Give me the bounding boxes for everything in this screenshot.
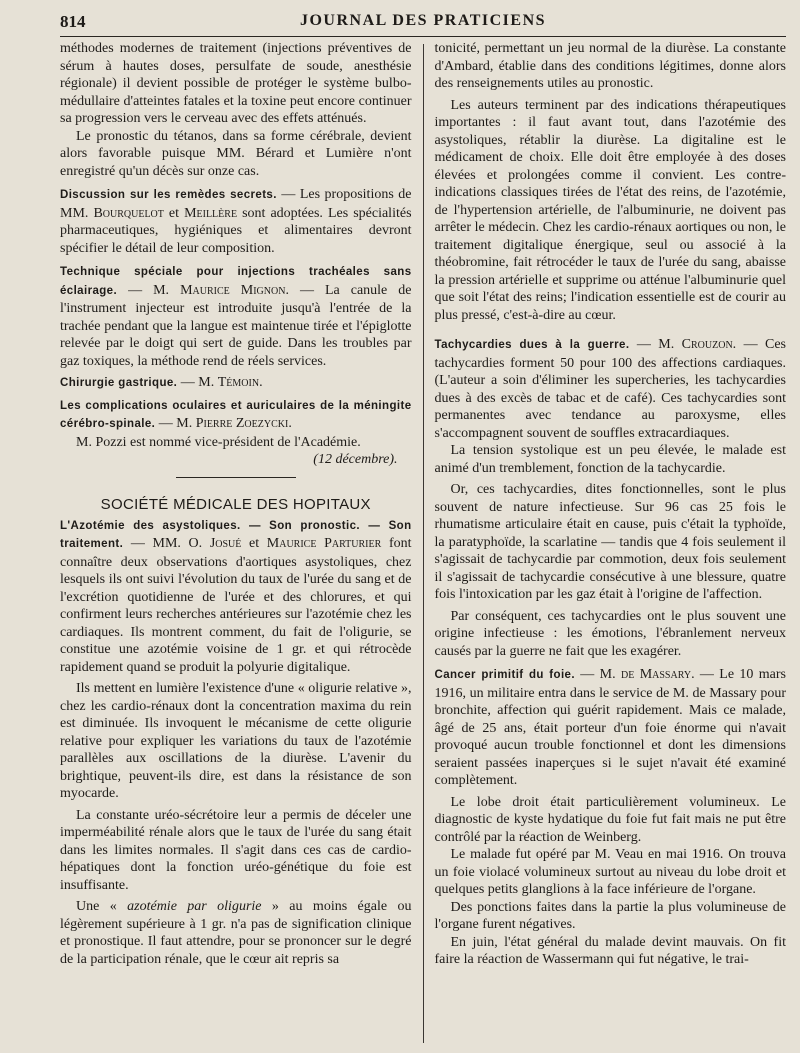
author-mignon: Maurice Mignon bbox=[180, 282, 286, 298]
tachycardies-title: Tachycardies dues à la guerre. bbox=[434, 339, 630, 351]
paragraph-tonicite: tonicité, permettant un jeu normal de la diurèse. La constante d'Ambard, établie dans des conditions légitimes, donne alors des renseignements utiles au pronostic. bbox=[434, 41, 786, 91]
cancer-title: Cancer primitif du foie. bbox=[434, 669, 575, 681]
session-date: (12 décembre). bbox=[313, 452, 398, 467]
paragraph-ponctions: Des ponctions faites dans la partie la plus volumineuse de l'organe furent négatives. bbox=[434, 899, 786, 932]
page-number: 814 bbox=[60, 12, 86, 31]
discussion-title: Discussion sur les remèdes secrets. bbox=[60, 189, 277, 201]
paragraph-opere: Le malade fut opéré par M. Veau en mai 1916. On trouva un foie violacé volumineux surtout au niveau du lobe droit et quelques petits glanglions à la face inférieure de l'organe. bbox=[434, 847, 786, 897]
section-technique: Technique spéciale pour injections trachéales sans éclairage. — M. Maurice Mignon. — La canule de l'instrument injecteur est introduite jusqu'à l'entrée de la trachée pendant que la langue est maintenue tirée et l'épiglotte relevée par le doigt qui sert de guide. Dans les troubles par gaz toxiques, la méthode rend de réels services. bbox=[60, 266, 412, 369]
column-divider bbox=[423, 44, 424, 1043]
paragraph-juin: En juin, l'état général du malade devint mauvais. On fit faire la réaction de Wassermann qui fut négative, le trai- bbox=[434, 934, 786, 967]
paragraph-or: Or, ces tachycardies, dites fonctionnelles, sont le plus souvent de nature infectieuse. Sur 96 cas 25 fois le rhumatisme articulaire était en cause, puis c'était la typhoïde, la paratyphoïde, la scarlatine — tandis que 4 fois seulement il s'agissait de tachycardie par commotion, deux fois seulement il s'agissait de tachycardie consécutive à une blessure, quatre fois l'intoxication par les gaz était à l'origine de l'affection. bbox=[434, 482, 786, 602]
paragraph-consequent: Par conséquent, ces tachycardies ont le plus souvent une origine infectieuse : les émotions, l'ébranlement nerveux causés par la guerre ne fait que les exagérer. bbox=[434, 608, 786, 659]
author-parturier: Maurice Parturier bbox=[266, 536, 382, 551]
technique-title: Technique spéciale pour injections trachéales sans éclairage. bbox=[60, 266, 412, 297]
paragraph-oligurie: Ils mettent en lumière l'existence d'une « oligurie relative », chez les cardio-rénaux dont la concentration maxima du rein est diminuée. Ils invoquent le mécanisme de cette oligurie relative pour expliquer les variations du taux de l'azotémie parallèles aux oscillations de la diurèse. L'avenir du brightique, peuvent-ils dire, est dans la résistance de son myocarde. bbox=[60, 681, 412, 801]
text-columns bbox=[60, 40, 786, 1049]
section-discussion: Discussion sur les remèdes secrets. — Les propositions de MM. Bourquelot et Meillère sont adoptées. Les spécialités pharmaceutiques, hygiéniques et alimentaires devront spécifier le détail de leur composition. bbox=[60, 187, 412, 256]
section-cancer: Cancer primitif du foie. — M. de Massary. — Le 10 mars 1916, un militaire entra dans le service de M. de Massary pour bronchite, affection qui guérit rapidement. Mais ce malade, âgé de 25 ans, était porteur d'un foie énorme qui n'avait provoqué aucun trouble fonctionnel et dont les dimensions seraient passées inaperçues si le sujet n'avait été examiné complètement. bbox=[434, 667, 786, 788]
author-de-massary: de Massary bbox=[621, 667, 692, 682]
right-column bbox=[428, 40, 787, 1049]
page-header bbox=[60, 10, 786, 37]
paragraph-pronostic: Le pronostic du tétanos, dans sa forme cérébrale, devient alors favorable puisque MM. Bérard et Lumière n'ont enregistré qu'un décès sur onze cas. bbox=[60, 128, 412, 179]
chirurgie-title: Chirurgie gastrique. bbox=[60, 377, 178, 389]
section-chirurgie: Chirurgie gastrique. — M. Témoin. bbox=[60, 375, 263, 390]
paragraph-tension: La tension systolique est un peu élevée, le malade est animé d'un tremblement, fonction de la tachycardie. bbox=[434, 443, 786, 476]
section-tachycardies: Tachycardies dues à la guerre. — M. Crouzon. — Ces tachycardies forment 50 pour 100 des affections cardiaques. (L'auteur a soin d'éliminer les supercheries, les tachycardies dues à des excès de tabac et de café). Ces tachycardies sont permanentes avec tendance au paroxysme, elles s'accompagnent souvent de souffles extracardiaques. bbox=[434, 337, 786, 441]
complications-title: Les complications oculaires et auriculaires de la méningite cérébro-spinale. bbox=[60, 399, 412, 430]
author-josue: Josué bbox=[209, 536, 242, 551]
paragraph-lobe: Le lobe droit était particulièrement volumineux. Le diagnostic de kyste hydatique du foie fut fait mais ne put être contrôlé par la réaction de Weinberg. bbox=[434, 794, 786, 845]
author-crouzon: Crouzon bbox=[681, 337, 733, 352]
paragraph-tetanos-continued: méthodes modernes de traitement (injections préventives de sérum à hautes doses, persulfate de soude, anesthésie régionale) il devient possible de protéger le système bulbo-médullaire d'atteintes fatales et la toxine peut encore continuer sa progression vers le cerveau avec des effets atténués. bbox=[60, 41, 412, 126]
paragraph-constante: La constante uréo-sécrétoire leur a permis de déceler une imperméabilité rénale alors que le taux de l'urée du sang était dans les limites normales. Il s'agit dans ces cas de cardio-hépatiques dont la fonction uréo-génétique du foie est insuffisante. bbox=[60, 807, 412, 893]
section-azotemie: L'Azotémie des asystoliques. — Son pronostic. — Son traitement. — MM. O. Josué et Maurice Parturier font connaître deux observations d'aortiques asystoliques, chez lesquels ils ont suivi l'évolution du taux de l'urée du sang et de l'excrétion quotidienne de l'urée et des chlorures, et qui confirment leurs recherches antérieures sur l'azotémie chez les cardiaques. Ils montrent comment, du fait de l'oligurie, se constitue une azotémie voisine de 1 gr. et qui rétrocède rapidement quand se produit la polyurie digitalique. bbox=[60, 519, 412, 675]
term-azotemie-par-oligurie: azotémie par oligurie bbox=[127, 899, 262, 914]
section-complications: Les complications oculaires et auriculaires de la méningite cérébro-spinale. — M. Pierre Zoezycki. bbox=[60, 399, 412, 431]
author-temoin: Témoin bbox=[217, 375, 260, 390]
society-heading: SOCIÉTÉ MÉDICALE DES HOPITAUX bbox=[100, 495, 371, 513]
author-meillere: Meillère bbox=[184, 205, 238, 221]
paragraph-auteurs: Les auteurs terminent par des indications thérapeutiques importantes : il faut avant tout, dans l'azotémie des asystoliques, rétablir la diurèse. La digitaline est le médicament de choix. Elle doit être employée à des doses élevées et prolongées comme il convient. Les contre-indications classiques tirées de l'état des reins, de l'azotémie, de l'hypertension artérielle, de l'albuminurie, ne doivent pas arrêter le médecin. Chez les cardio-rénaux aortiques ou non, le traitement digitalique énergique, seul ou associé à la théobromine, fait rétrocéder le taux de l'urée du sang, abaisse la pression artérielle et supprime ou atténue l'albuminurie quel que soit l'état des reins; l'indication essentielle est de courir au plus pressé, c'est-à-dire au cœur. bbox=[434, 97, 786, 323]
paragraph-pozzi: M. Pozzi est nommé vice-président de l'Académie. bbox=[76, 434, 361, 450]
left-column bbox=[60, 40, 419, 1049]
azotemie-title: L'Azotémie des asystoliques. — Son pronostic. — Son traitement. bbox=[60, 519, 412, 550]
author-bourquelot: Bourquelot bbox=[93, 205, 164, 221]
separator-rule bbox=[176, 477, 296, 478]
journal-title: JOURNAL DES PRATICIENS bbox=[299, 12, 547, 29]
author-zoezycki: Pierre Zoezycki bbox=[195, 416, 289, 431]
paragraph-azotemie-oligurie: Une « azotémie par oligurie » au moins égale ou légèrement supérieure à 1 gr. n'a pas de signification clinique et pronostique. Il faut attendre, pour se prononcer sur le degré de la participation rénale, que le cœur ait repris sa bbox=[60, 899, 412, 967]
